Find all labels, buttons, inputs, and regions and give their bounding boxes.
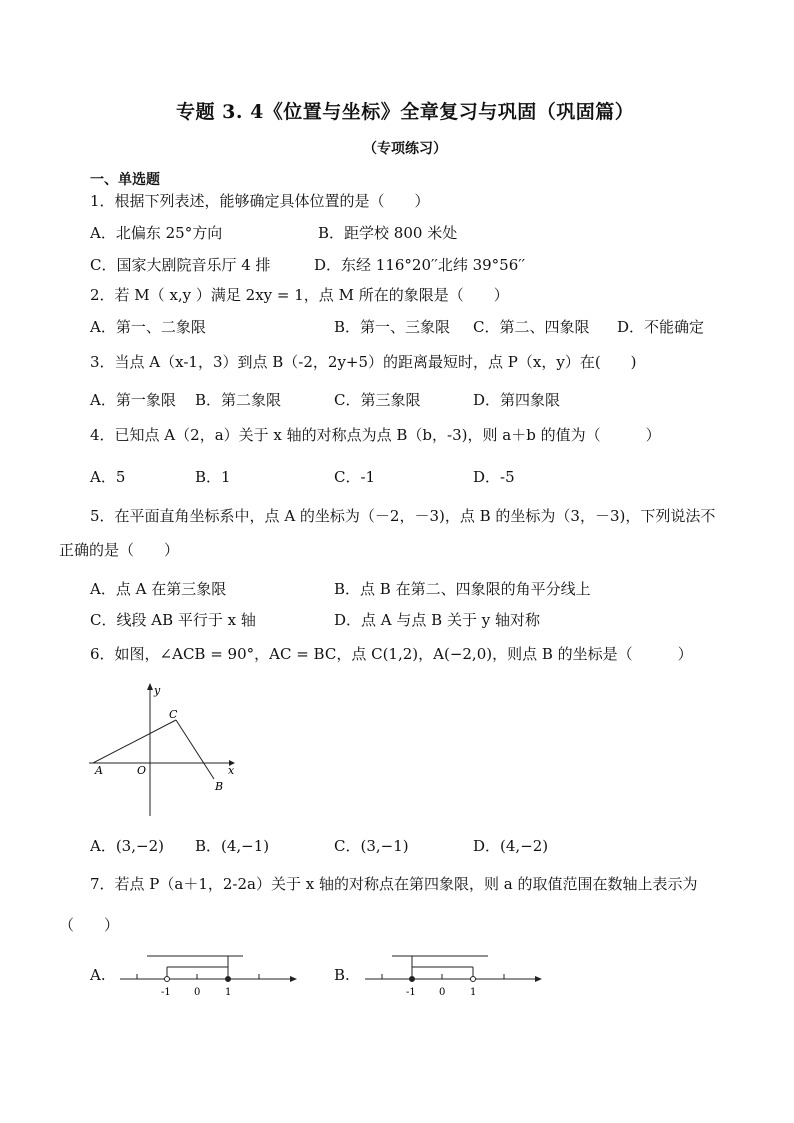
q7-number-line-b — [360, 950, 545, 1000]
tick-label-0: 0 — [194, 987, 201, 998]
q3-option-a: A．第一象限 — [90, 391, 176, 409]
open-point-1 — [471, 977, 476, 982]
question-6-stem: 6．如图，∠ACB = 90°，AC = BC，点 C(1,2)，A(−2,0)，则点 B 的坐标是（ ） — [90, 645, 693, 663]
label-b: B — [215, 780, 224, 793]
tick-label-1: 1 — [470, 987, 477, 998]
tick-label-1: 1 — [225, 987, 232, 998]
label-y: y — [154, 684, 161, 697]
question-5-stem-line2: 正确的是（ ） — [59, 541, 180, 559]
question-4-stem: 4．已知点 A（2，a）关于 x 轴的对称点为点 B（b，-3)，则 a＋b 的值为（ ） — [90, 426, 661, 444]
label-o: O — [137, 764, 147, 777]
q2-option-a: A．第一、二象限 — [90, 318, 206, 336]
question-5-stem-line1: 5．在平面直角坐标系中，点 A 的坐标为（－2，－3)，点 B 的坐标为（3，－3)，下列说法不 — [90, 507, 716, 525]
question-3-stem: 3．当点 A（x-1，3）到点 B（-2，2y+5）的距离最短时，点 P（x，y）在( ) — [90, 353, 637, 371]
question-1-stem: 1．根据下列表述，能够确定具体位置的是（ ） — [90, 192, 430, 210]
segment-ac — [93, 720, 176, 763]
q6-option-d: D．(4,−2) — [473, 837, 549, 855]
q6-option-c: C．(3,−1) — [334, 837, 409, 855]
q7-number-line-a — [115, 950, 300, 1000]
tick-label-0: 0 — [439, 987, 446, 998]
q4-option-a: A．5 — [90, 468, 126, 486]
page-subtitle: （专项练习） — [363, 141, 447, 157]
q2-option-c: C．第二、四象限 — [473, 318, 590, 336]
page-title: 专题 3. 4《位置与坐标》全章复习与巩固（巩固篇） — [176, 101, 635, 123]
q4-option-d: D．-5 — [473, 468, 515, 486]
closed-point-neg1 — [410, 977, 415, 982]
q6-option-b: B．(4,−1) — [195, 837, 270, 855]
label-c: C — [169, 708, 178, 721]
q5-option-b: B．点 B 在第二、四象限的角平分线上 — [334, 580, 591, 598]
q7-option-b: B. — [334, 966, 350, 984]
q5-option-d: D．点 A 与点 B 关于 y 轴对称 — [334, 611, 540, 629]
q4-option-b: B．1 — [195, 468, 231, 486]
q1-option-b: B．距学校 800 米处 — [318, 224, 458, 242]
axis-arrow — [290, 976, 297, 982]
q1-option-c: C．国家大剧院音乐厅 4 排 — [90, 256, 271, 274]
q5-option-a: A．点 A 在第三象限 — [90, 580, 227, 598]
section-heading: 一、单选题 — [90, 172, 160, 188]
segment-cb — [176, 720, 214, 779]
tick-label-neg1: -1 — [406, 987, 416, 998]
q4-option-c: C．-1 — [334, 468, 376, 486]
closed-point-1 — [226, 977, 231, 982]
question-7-answer-paren: （ ） — [59, 916, 120, 934]
question-2-stem: 2．若 M（ x,y ）满足 2xy = 1，点 M 所在的象限是（ ） — [90, 286, 509, 304]
q7-option-a: A. — [90, 966, 106, 984]
q6-option-a: A．(3,−2) — [90, 837, 164, 855]
q2-option-b: B．第一、三象限 — [334, 318, 451, 336]
tick-label-neg1: -1 — [161, 987, 171, 998]
q3-option-b: B．第二象限 — [195, 391, 282, 409]
axis-arrow — [535, 976, 542, 982]
label-a: A — [95, 764, 103, 777]
q1-option-d: D．东经 116°20′′北纬 39°56′′ — [314, 256, 526, 274]
q3-option-c: C．第三象限 — [334, 391, 421, 409]
q1-option-a: A．北偏东 25°方向 — [90, 224, 223, 242]
q3-option-d: D．第四象限 — [473, 391, 561, 409]
q6-coordinate-figure — [85, 680, 245, 820]
q2-option-d: D．不能确定 — [617, 318, 705, 336]
label-x: x — [228, 764, 235, 777]
q5-option-c: C．线段 AB 平行于 x 轴 — [90, 611, 256, 629]
question-7-stem: 7．若点 P（a＋1，2-2a）关于 x 轴的对称点在第四象限，则 a 的取值范围在数轴上表示为 — [90, 875, 698, 893]
y-axis-arrow — [147, 683, 153, 690]
open-point-neg1 — [165, 977, 170, 982]
